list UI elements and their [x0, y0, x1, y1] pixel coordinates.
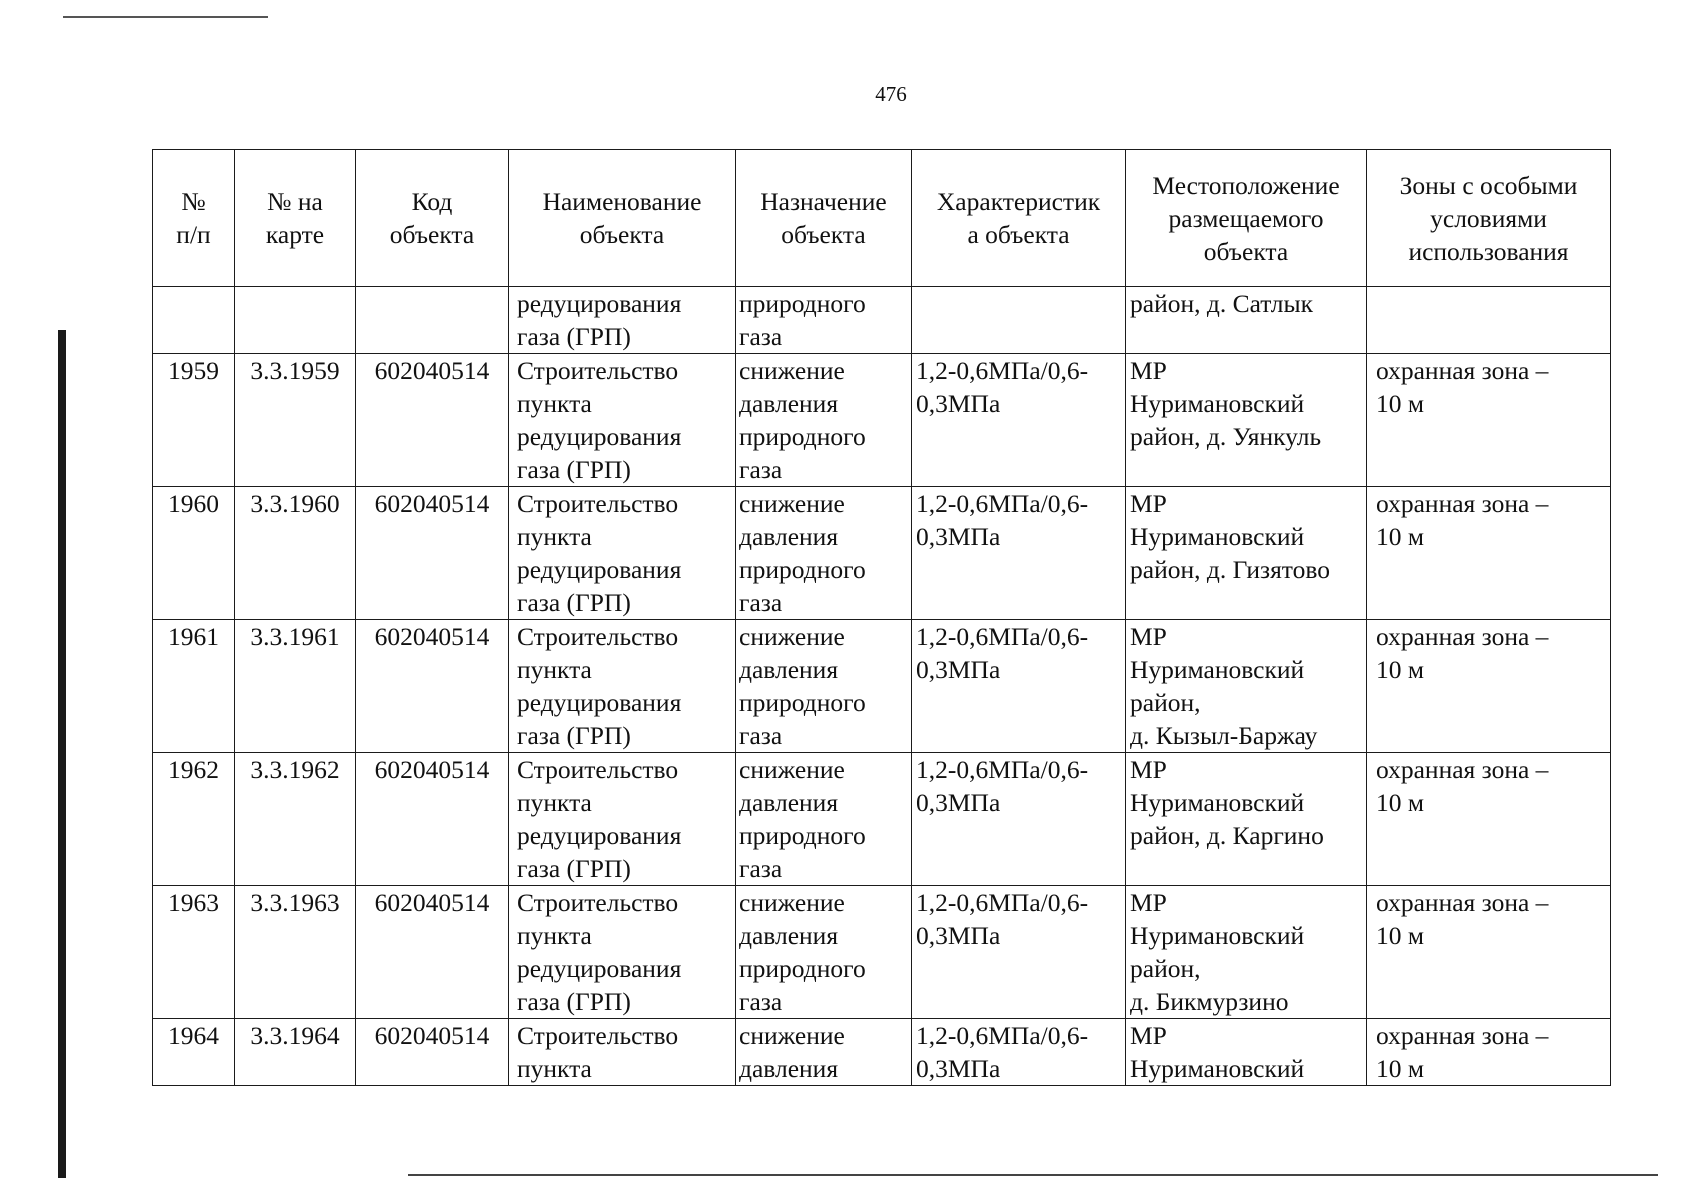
cell-purpose: снижение давления [736, 1019, 912, 1086]
cell-characteristic [912, 287, 1126, 354]
header-cell-purpose: Назначение объекта [736, 150, 912, 287]
cell-zone: охранная зона – 10 м [1367, 354, 1611, 487]
cell-characteristic: 1,2-0,6МПа/0,6- 0,3МПа [912, 1019, 1126, 1086]
cell-characteristic: 1,2-0,6МПа/0,6- 0,3МПа [912, 620, 1126, 753]
header-cell-name: Наименование объекта [509, 150, 736, 287]
cell-code: 602040514 [356, 1019, 509, 1086]
cell-zone: охранная зона – 10 м [1367, 1019, 1611, 1086]
cell-name: редуцирования газа (ГРП) [509, 287, 736, 354]
cell-code [356, 287, 509, 354]
cell-zone: охранная зона – 10 м [1367, 753, 1611, 886]
cell-location: МР Нуримановский район, д. Каргино [1126, 753, 1367, 886]
cell-code: 602040514 [356, 753, 509, 886]
page-number: 476 [875, 82, 907, 106]
cell-location: МР Нуримановский [1126, 1019, 1367, 1086]
table-row-continuation [153, 287, 1611, 354]
cell-characteristic: 1,2-0,6МПа/0,6- 0,3МПа [912, 487, 1126, 620]
table-row [153, 620, 1611, 753]
header-cell-code: Код объекта [356, 150, 509, 287]
cell-map: 3.3.1963 [235, 886, 356, 1019]
table-row [153, 487, 1611, 620]
cell-n: 1960 [153, 487, 235, 620]
cell-n: 1962 [153, 753, 235, 886]
cell-code: 602040514 [356, 620, 509, 753]
cell-code: 602040514 [356, 487, 509, 620]
cell-name: Строительство пункта редуцирования газа (ГРП) [509, 487, 736, 620]
cell-name: Строительство пункта [509, 1019, 736, 1086]
cell-purpose: снижение давления природного газа [736, 487, 912, 620]
table-row [153, 753, 1611, 886]
header-cell-location: Местоположение размещаемого объекта [1126, 150, 1367, 287]
cell-n: 1964 [153, 1019, 235, 1086]
cell-location: МР Нуримановский район, д. Кызыл-Баржау [1126, 620, 1367, 753]
cell-purpose: снижение давления природного газа [736, 620, 912, 753]
cell-purpose: снижение давления природного газа [736, 354, 912, 487]
cell-characteristic: 1,2-0,6МПа/0,6- 0,3МПа [912, 753, 1126, 886]
cell-characteristic: 1,2-0,6МПа/0,6- 0,3МПа [912, 886, 1126, 1019]
cell-name: Строительство пункта редуцирования газа (ГРП) [509, 354, 736, 487]
cell-map: 3.3.1960 [235, 487, 356, 620]
header-cell-map: № на карте [235, 150, 356, 287]
objects-table [152, 149, 1611, 1086]
cell-map: 3.3.1961 [235, 620, 356, 753]
cell-map: 3.3.1959 [235, 354, 356, 487]
cell-n: 1961 [153, 620, 235, 753]
cell-zone: охранная зона – 10 м [1367, 886, 1611, 1019]
cell-code: 602040514 [356, 886, 509, 1019]
table-row [153, 354, 1611, 487]
cell-name: Строительство пункта редуцирования газа (ГРП) [509, 620, 736, 753]
cell-map: 3.3.1964 [235, 1019, 356, 1086]
cell-code: 602040514 [356, 354, 509, 487]
cell-map: 3.3.1962 [235, 753, 356, 886]
cell-location: МР Нуримановский район, д. Гизятово [1126, 487, 1367, 620]
header-cell-characteristic: Характеристик а объекта [912, 150, 1126, 287]
table-row-partial [153, 1019, 1611, 1086]
scan-artifact-bottom-line [408, 1174, 1658, 1176]
cell-n: 1963 [153, 886, 235, 1019]
cell-map [235, 287, 356, 354]
scan-artifact-top-line [63, 16, 268, 18]
cell-characteristic: 1,2-0,6МПа/0,6- 0,3МПа [912, 354, 1126, 487]
cell-name: Строительство пункта редуцирования газа (ГРП) [509, 886, 736, 1019]
header-cell-n: № п/п [153, 150, 235, 287]
cell-zone: охранная зона – 10 м [1367, 487, 1611, 620]
cell-purpose: снижение давления природного газа [736, 886, 912, 1019]
cell-purpose: снижение давления природного газа [736, 753, 912, 886]
header-cell-zones: Зоны с особыми условиями использования [1367, 150, 1611, 287]
cell-zone: охранная зона – 10 м [1367, 620, 1611, 753]
cell-zone [1367, 287, 1611, 354]
cell-location: район, д. Сатлык [1126, 287, 1367, 354]
cell-location: МР Нуримановский район, д. Уянкуль [1126, 354, 1367, 487]
cell-n [153, 287, 235, 354]
scan-artifact-left-bar [58, 330, 66, 1178]
cell-purpose: природного газа [736, 287, 912, 354]
cell-n: 1959 [153, 354, 235, 487]
cell-location: МР Нуримановский район, д. Бикмурзино [1126, 886, 1367, 1019]
table-header-row [153, 150, 1611, 287]
table-row [153, 886, 1611, 1019]
cell-name: Строительство пункта редуцирования газа (ГРП) [509, 753, 736, 886]
